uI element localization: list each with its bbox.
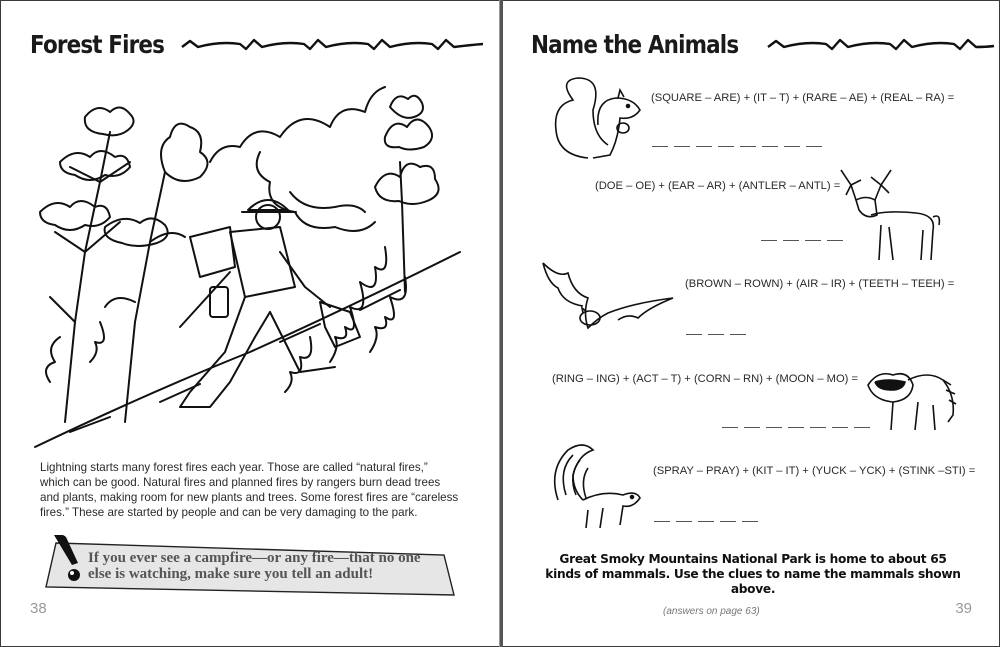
page-number: 38 [30, 600, 47, 617]
squiggle-divider-icon [766, 35, 996, 55]
firefighter-illustration [30, 62, 470, 452]
squirrel-illustration [548, 70, 643, 165]
answers-note: (answers on page 63) [663, 606, 760, 617]
mammals-instructions: Great Smoky Mountains National Park is home to about 65 kinds of mammals. Use the clues to name the mammals shown above. [545, 552, 961, 596]
title-row [30, 30, 485, 59]
answer-blanks-skunk[interactable] [654, 521, 758, 522]
bat-illustration [538, 258, 678, 338]
squiggle-divider-icon [180, 35, 485, 55]
puzzle-equation-deer: (DOE – OE) + (EAR – AR) + (ANTLER – ANTL) = [595, 180, 841, 192]
answer-blanks-bat[interactable] [686, 334, 746, 335]
puzzle-equation-skunk: (SPRAY – PRAY) + (KIT – IT) + (YUCK – YCK) + (STINK –STI) = [653, 465, 976, 477]
answer-blanks-raccoon[interactable] [722, 427, 870, 428]
forest-fires-paragraph: Lightning starts many forest fires each year. Those are called “natural fires,” which can be good. Natural fires and planned fires by rangers burn dead trees and plants, making room for new plants and trees. Some forest fires are “careless fires.” These are started by people and can be very damaging to the park. [40, 461, 459, 519]
answer-blanks-squirrel[interactable] [652, 146, 822, 147]
page-number: 39 [955, 600, 972, 617]
raccoon-illustration [863, 360, 958, 435]
skunk-illustration [548, 440, 643, 535]
page-title: Name the Animals [531, 30, 739, 59]
page-39 [503, 0, 1000, 647]
puzzle-equation-squirrel: (SQUARE – ARE) + (IT – T) + (RARE – AE) + (REAL – RA) = [651, 92, 955, 104]
puzzle-equation-bat: (BROWN – ROWN) + (AIR – IR) + (TEETH – TEEH) = [685, 278, 955, 290]
callout-text: If you ever see a campfire—or any fire—that no one else is watching, make sure you tell an adult! [88, 550, 421, 582]
deer-illustration [831, 165, 946, 265]
title-row [531, 30, 996, 59]
puzzle-equation-raccoon: (RING – ING) + (ACT – T) + (CORN – RN) + (MOON – MO) = [552, 373, 859, 385]
page-title: Forest Fires [30, 30, 165, 59]
page-38 [0, 0, 498, 647]
